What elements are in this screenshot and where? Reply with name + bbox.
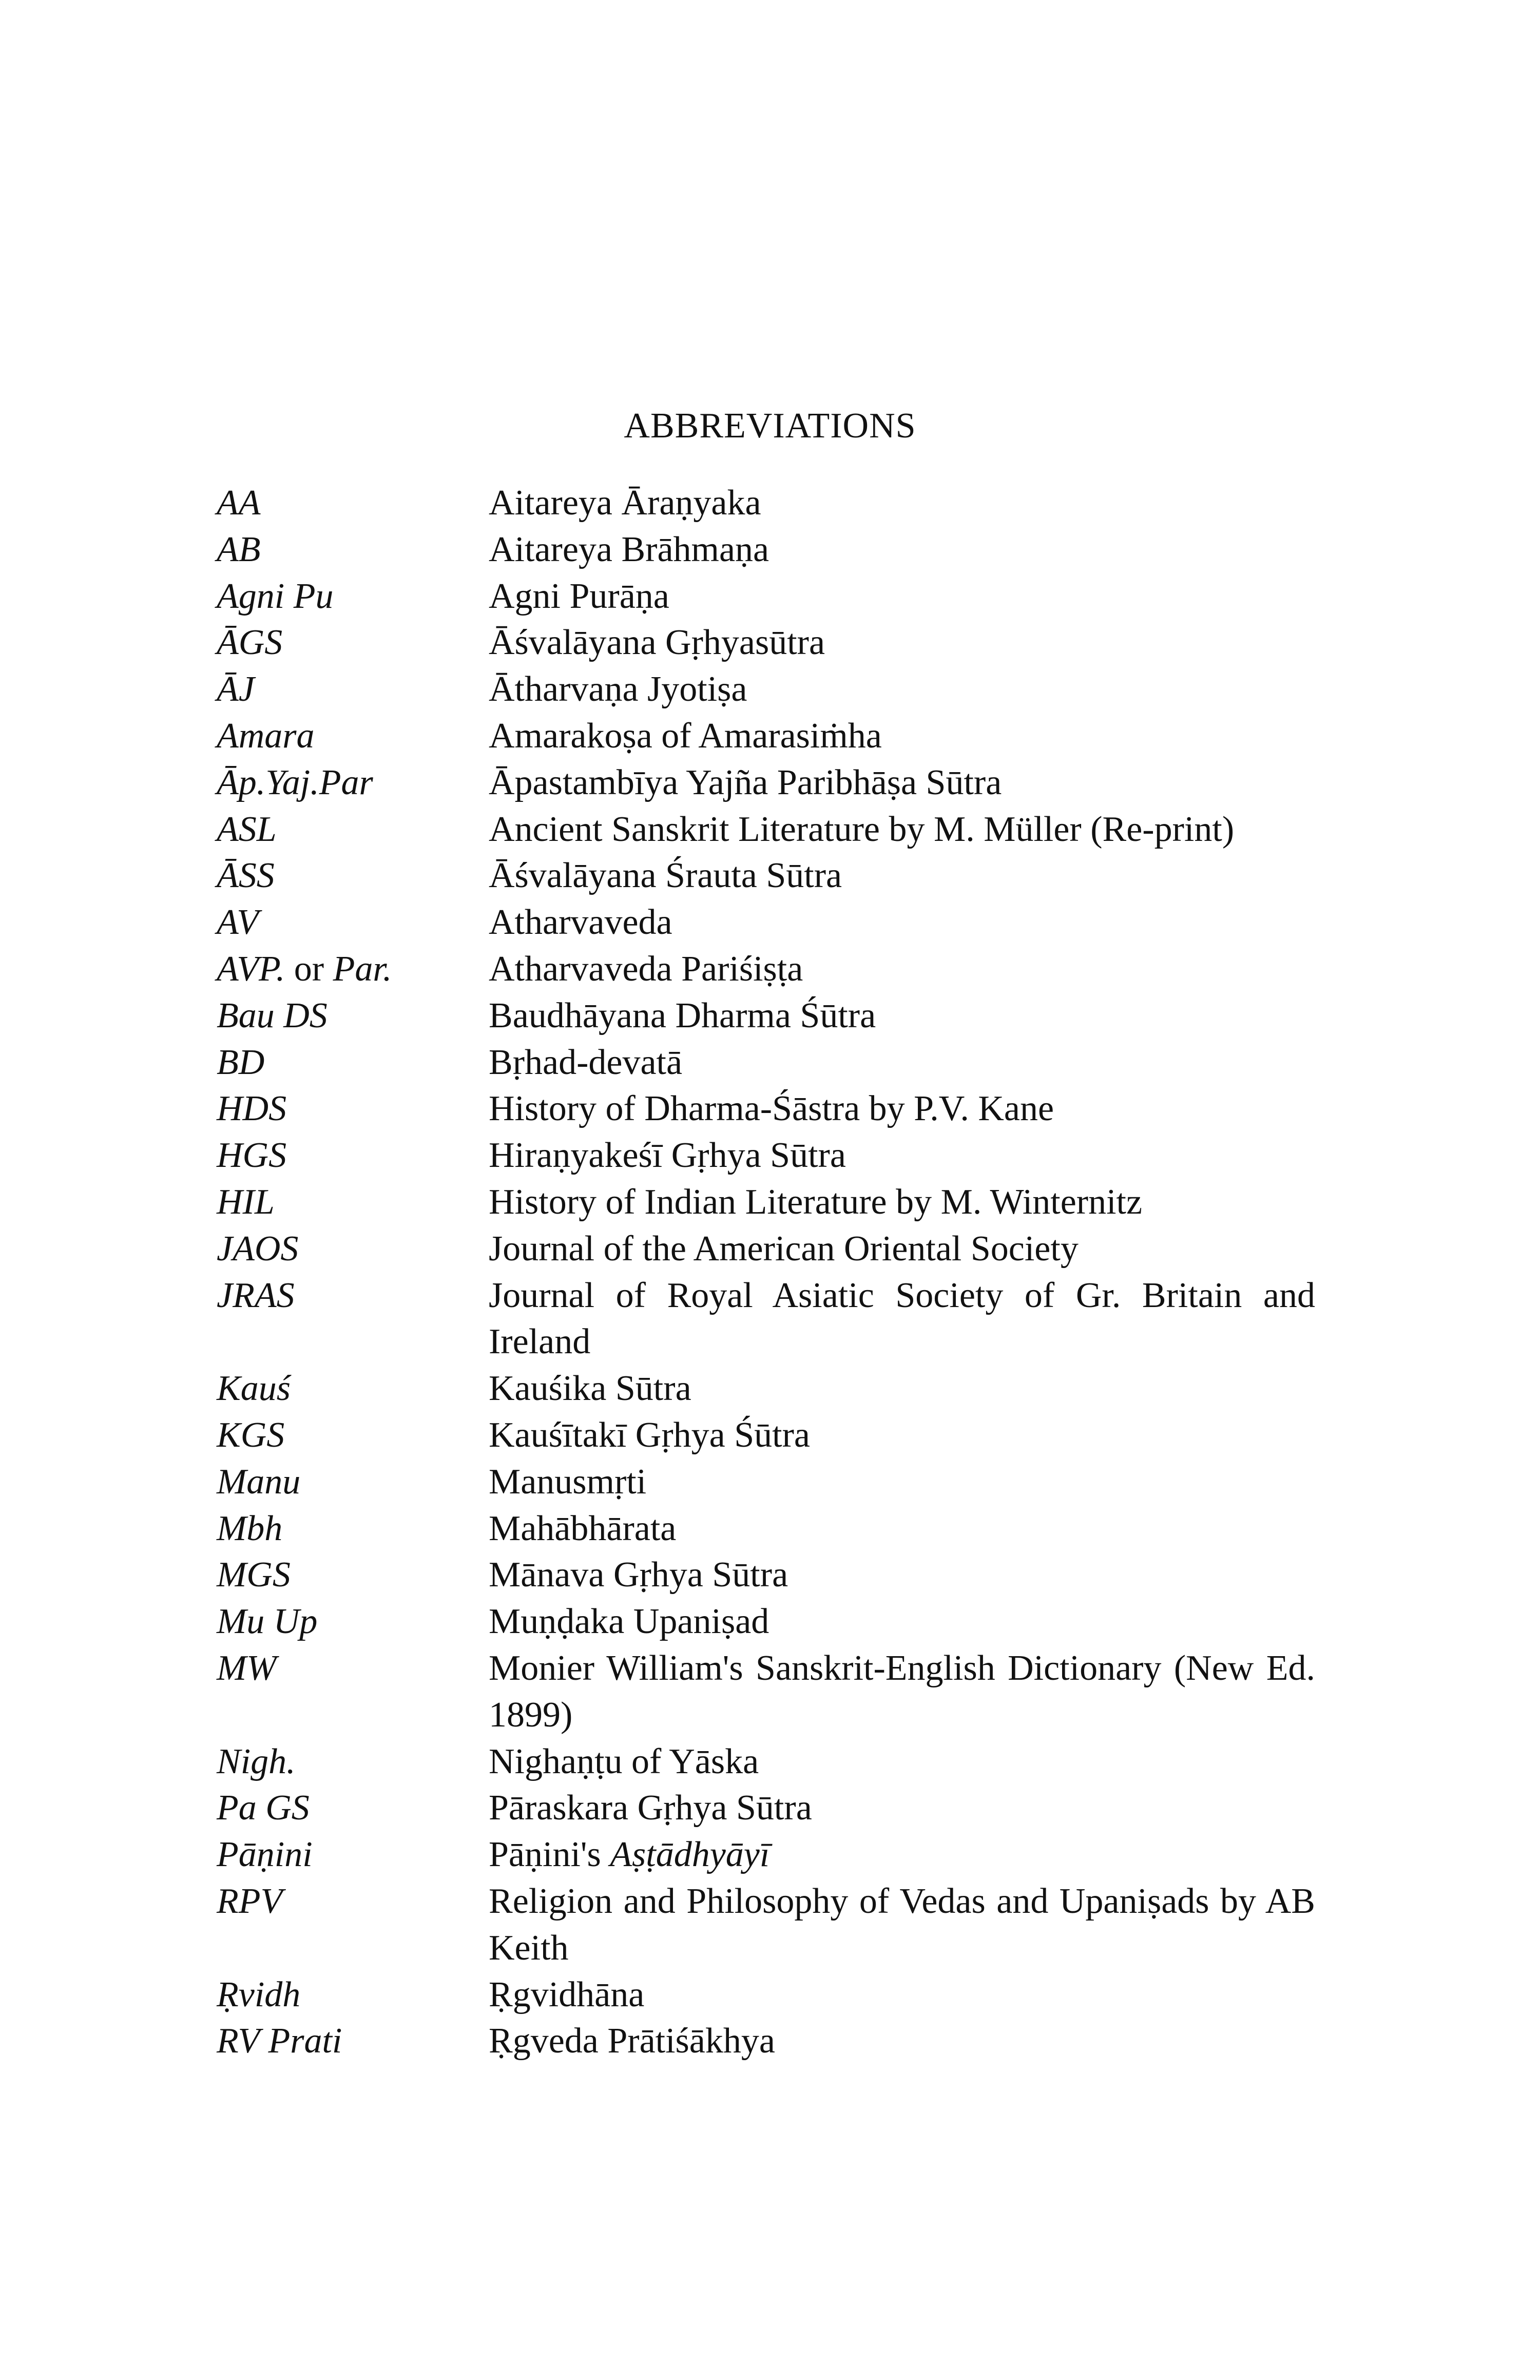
expansion: Ṛgveda Prātiśākhya xyxy=(489,2021,775,2061)
expansion: Atharvaveda xyxy=(489,903,672,943)
page-title: ABBREVIATIONS xyxy=(624,406,916,446)
abbreviation: Amara xyxy=(217,716,315,756)
entry-aa xyxy=(0,480,1540,527)
abbreviation: HGS xyxy=(217,1136,287,1176)
abbreviation: Pāṇini xyxy=(217,1835,313,1875)
entry-nigh xyxy=(0,1739,1540,1786)
expansion: Agni Purāṇa xyxy=(489,576,669,616)
expansion: Religion and Philosophy of Vedas and Upaniṣads by AB Keith xyxy=(489,1881,1315,1968)
entry-hds xyxy=(0,1086,1540,1133)
entry-av xyxy=(0,899,1540,946)
abbreviation: Nigh. xyxy=(217,1741,296,1781)
abbreviation: Ṛvidh xyxy=(217,1974,301,2014)
expansion: Aitareya Brāhmaṇa xyxy=(489,529,769,569)
abbreviation: ASL xyxy=(217,809,277,849)
abbreviation: AB xyxy=(217,529,261,569)
abbreviation: Bau DS xyxy=(217,995,328,1035)
entry-mgs xyxy=(0,1552,1540,1599)
expansion: Kauśītakī Gṛhya Śūtra xyxy=(489,1415,810,1455)
entry-ags xyxy=(0,620,1540,666)
entry-panini xyxy=(0,1832,1540,1878)
expansion: Amarakoṣa of Amarasiṁha xyxy=(489,716,882,756)
expansion: Journal of Royal Asiatic Society of Gr. Britain and Ireland xyxy=(489,1275,1315,1362)
abbreviation: RPV xyxy=(217,1881,283,1921)
entry-bau-ds xyxy=(0,993,1540,1040)
abbreviation: KGS xyxy=(217,1415,285,1455)
entry-hgs xyxy=(0,1133,1540,1179)
entry-jras xyxy=(0,1273,1540,1366)
entry-asl xyxy=(0,807,1540,853)
abbreviation: MGS xyxy=(217,1555,291,1595)
entry-pa-gs xyxy=(0,1785,1540,1832)
entry-rvidh xyxy=(0,1972,1540,2019)
entry-mu-up xyxy=(0,1599,1540,1645)
entry-manu xyxy=(0,1459,1540,1506)
expansion: Pāraskara Gṛhya Sūtra xyxy=(489,1788,812,1828)
entry-avp xyxy=(0,946,1540,993)
abbreviation-list xyxy=(0,480,1540,2065)
abbreviation: JAOS xyxy=(217,1229,299,1269)
entry-agni-pu xyxy=(0,573,1540,620)
expansion: Āpastambīya Yajña Paribhāṣa Sūtra xyxy=(489,762,1002,802)
expansion: History of Dharma-Śāstra by P.V. Kane xyxy=(489,1089,1054,1129)
abbreviation xyxy=(217,946,392,993)
expansion: Āśvalāyana Gṛhyasūtra xyxy=(489,623,825,663)
abbreviation: HDS xyxy=(217,1089,287,1129)
abbreviation: Pa GS xyxy=(217,1788,310,1828)
abbreviation: Agni Pu xyxy=(217,576,334,616)
expansion: Ṛgvidhāna xyxy=(489,1974,645,2014)
expansion: Kauśika Sūtra xyxy=(489,1369,691,1409)
expansion-title: Aṣṭādhyāyī xyxy=(610,1835,770,1875)
abbreviation-joiner: or xyxy=(294,949,324,989)
entry-rpv xyxy=(0,1878,1540,1972)
abbreviation: AV xyxy=(217,903,259,943)
entry-mbh xyxy=(0,1506,1540,1552)
entry-ab xyxy=(0,527,1540,573)
expansion: Monier William's Sanskrit-English Dictionary (New Ed. 1899) xyxy=(489,1648,1315,1735)
expansion: Bṛhad-devatā xyxy=(489,1042,683,1082)
expansion: Journal of the American Oriental Society xyxy=(489,1229,1079,1269)
abbreviation: Mbh xyxy=(217,1508,283,1548)
abbreviation: Mu Up xyxy=(217,1602,318,1642)
abbreviation: ĀSS xyxy=(217,856,275,896)
expansion: Aitareya Āraṇyaka xyxy=(489,483,761,523)
expansion: History of Indian Literature by M. Winternitz xyxy=(489,1182,1143,1222)
expansion: Baudhāyana Dharma Śūtra xyxy=(489,995,876,1035)
entry-kgs xyxy=(0,1412,1540,1459)
abbreviation: HIL xyxy=(217,1182,275,1222)
entry-kaus xyxy=(0,1366,1540,1412)
entry-ass xyxy=(0,853,1540,899)
abbreviation: Kauś xyxy=(217,1369,291,1409)
abbreviation: MW xyxy=(217,1648,277,1688)
expansion-text: Pāṇini's xyxy=(489,1835,601,1875)
abbreviation-alternate: Par. xyxy=(333,949,392,989)
entry-hil xyxy=(0,1179,1540,1226)
entry-amara xyxy=(0,713,1540,760)
abbreviation: ĀGS xyxy=(217,623,283,663)
abbreviation: JRAS xyxy=(217,1275,295,1315)
expansion: Hiraṇyakeśī Gṛhya Sūtra xyxy=(489,1136,846,1176)
entry-ap-yaj-par xyxy=(0,760,1540,807)
expansion: Mānava Gṛhya Sūtra xyxy=(489,1555,788,1595)
expansion: Atharvaveda Pariśiṣṭa xyxy=(489,949,803,989)
entry-mw xyxy=(0,1645,1540,1739)
expansion: Mahābhārata xyxy=(489,1508,677,1548)
expansion: Ancient Sanskrit Literature by M. Müller (Re-print) xyxy=(489,809,1235,849)
abbreviation: Āp.Yaj.Par xyxy=(217,762,373,802)
entry-bd xyxy=(0,1040,1540,1086)
abbreviation-primary: AVP. xyxy=(217,949,285,989)
abbreviation: ĀJ xyxy=(217,669,255,709)
expansion: Ātharvaṇa Jyotiṣa xyxy=(489,669,747,709)
abbreviation: RV Prati xyxy=(217,2021,342,2061)
entry-rv-prati xyxy=(0,2018,1540,2065)
expansion: Muṇḍaka Upaniṣad xyxy=(489,1602,769,1642)
abbreviation: BD xyxy=(217,1042,265,1082)
expansion: Nighaṇṭu of Yāska xyxy=(489,1741,759,1781)
entry-aj xyxy=(0,666,1540,713)
expansion: Manusmṛti xyxy=(489,1462,647,1502)
abbreviation: Manu xyxy=(217,1462,301,1502)
entry-jaos xyxy=(0,1226,1540,1273)
expansion xyxy=(489,1832,1315,1878)
expansion: Āśvalāyana Śrauta Sūtra xyxy=(489,856,842,896)
abbreviation: AA xyxy=(217,483,261,523)
